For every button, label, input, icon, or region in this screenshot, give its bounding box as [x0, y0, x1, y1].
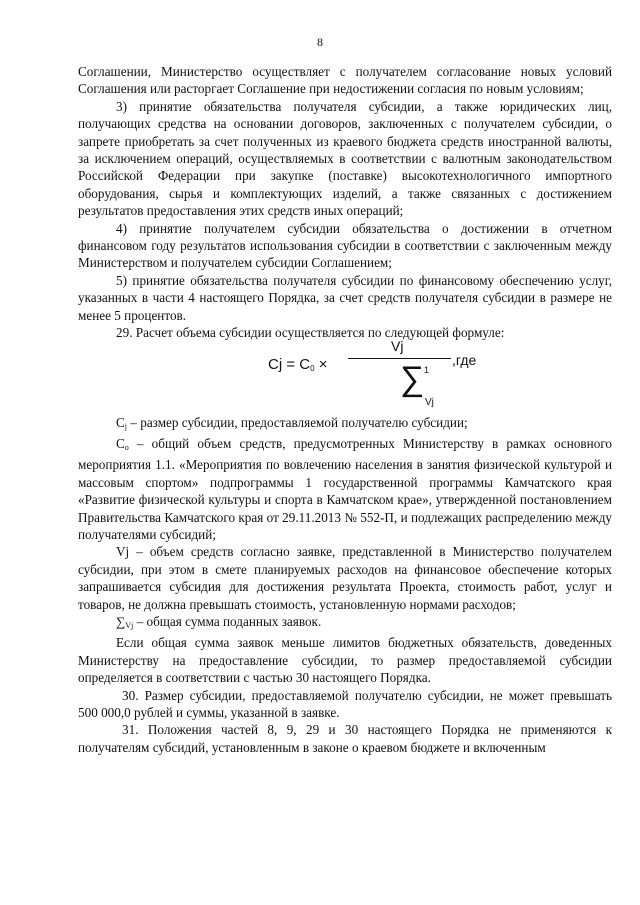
- page-number: 8: [317, 35, 323, 49]
- subsidy-formula: [78, 337, 612, 414]
- paragraph-30: 30. Размер субсидии, предоставляемой получателю субсидии, не может превышать 500 000,0 рублей и суммы, указанной в заявке.: [78, 687, 612, 720]
- formula-numerator: Vj: [391, 337, 404, 354]
- formula-left: $Cj = C_0$ ×: [268, 355, 328, 373]
- sum-lower-index: Vj: [425, 396, 434, 408]
- paragraph-item-4: 4) принятие получателем субсидии обязательства о достижении в отчетном финансовом году результатов использования субсидии в соответствии с заключенным между Министерством и получателем субсидии Соглашением;: [78, 220, 612, 271]
- paragraph-continuation: Соглашении, Министерство осуществляет с получателем согласование новых условий Соглашения или расторгает Соглашение при недостижении согласия по новым условиям;: [78, 64, 612, 97]
- paragraph-item-5: 5) принятие обязательства получателя субсидии по финансовому обеспечению услуг, указанных в части 4 настоящего Порядка, за счет средств получателя субсидии в размере не менее 5 процентов.: [78, 272, 612, 323]
- sum-upper-index: 1: [424, 364, 430, 375]
- definition-sum: $\sum_{Vj}$ – общая сумма поданных заявок.: [116, 613, 322, 630]
- document-body: [78, 63, 612, 756]
- sum-symbol: ∑: [400, 359, 425, 398]
- paragraph-29: 29. Расчет объема субсидии осуществляется по следующей формуле:: [116, 325, 505, 341]
- formula-suffix: ,где: [452, 351, 477, 368]
- definition-vj: Vj – объем средств согласно заявке, представленной в Министерство получателем субсидии, при этом в смете планируемых расходов на финансовое обеспечение которых запрашивается субсидия для достижения результата Проекта, стоимость работ, услуг и товаров, не должна превышать стоимость, установленную нормами расходов;: [78, 544, 612, 612]
- paragraph-limits: Если общая сумма заявок меньше лимитов бюджетных обязательств, доведенных Министерству на предоставление субсидии, то размер предоставляемой субсидии определяется в соответствии с частью 30 настоящего Порядка.: [78, 635, 612, 686]
- paragraph-item-3: 3) принятие обязательства получателя субсидии, а также юридических лиц, получающих средства на основании договоров, заключенных с получателем субсидии, о запрете приобретать за счет полученных из краевого бюджета средств иностранной валюты, за исключением операций, осуществляемых в соответствии с валютным законодательством Российской Федерации при закупке (поставке) высокотехнологичного импортного оборудования, сырья и комплектующих изделий, а также связанных с достижением результатов предоставления этих средств иных операций;: [78, 98, 612, 219]
- definition-cj: $C_j$ – размер субсидии, предоставляемой получателю субсидии;: [116, 414, 468, 431]
- definition-co: $C_o$ – общий объем средств, предусмотренных Министерству в рамках основного мероприятия 1.1. «Мероприятия по вовлечению населения в занятия физической культурой и массовым спортом» подпрограммы 1 государственной программы Камчатского края «Развитие физической культуры и спорта в Камчатском крае», утвержденной постановлением Правительства Камчатского края от 29.11.2013 № 552-П, и подлежащих распределению между получателями субсидий;: [78, 435, 612, 542]
- paragraph-31: 31. Положения частей 8, 9, 29 и 30 настоящего Порядка не применяются к получателям субсидий, установленным в законе о краевом бюджете и включенным: [78, 722, 612, 755]
- fraction-line: [348, 358, 451, 359]
